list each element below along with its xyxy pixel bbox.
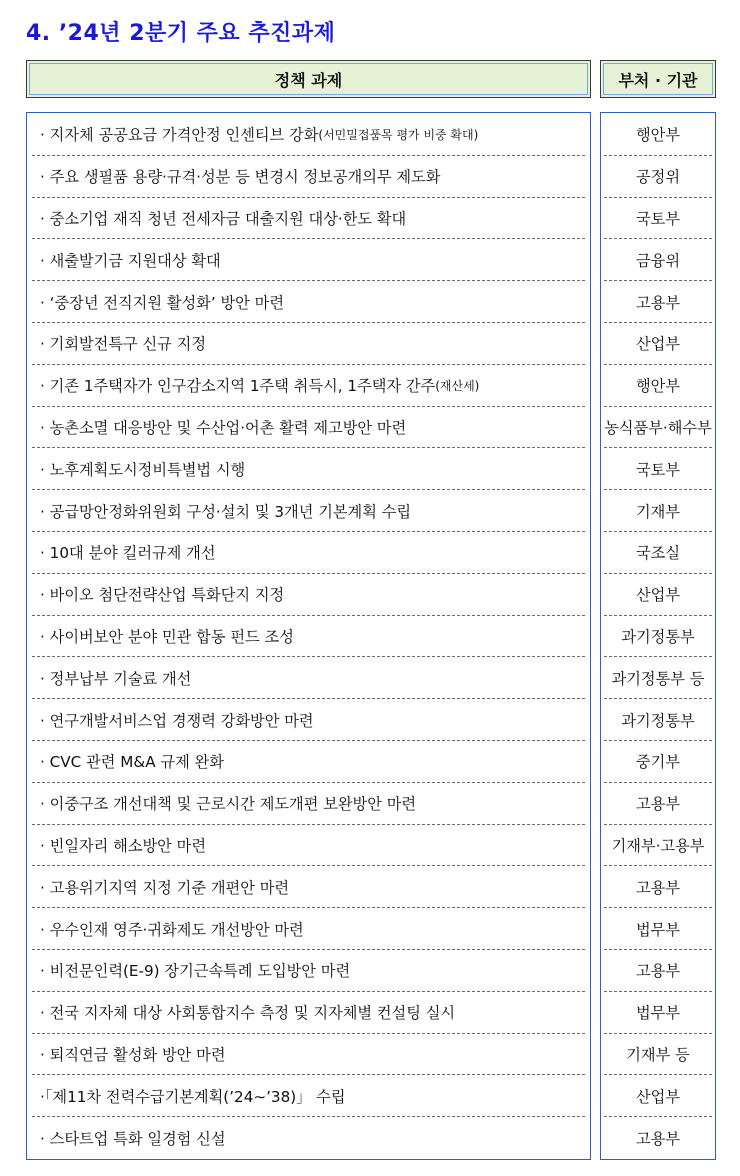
table-row bbox=[26, 825, 716, 867]
department-cell: 고용부 bbox=[635, 795, 680, 814]
table-row bbox=[26, 281, 716, 323]
policy-task-text: · 정부납부 기술료 개선 bbox=[40, 669, 192, 688]
policy-task-text: · 퇴직연금 활성화 방안 마련 bbox=[40, 1045, 226, 1064]
department-cell: 고용부 bbox=[635, 878, 680, 897]
table-row bbox=[26, 1117, 716, 1159]
policy-task-cell bbox=[40, 657, 585, 699]
table-row bbox=[26, 490, 716, 532]
table-row bbox=[26, 448, 716, 490]
policy-task-cell bbox=[40, 448, 585, 490]
table-row bbox=[26, 699, 716, 741]
table-row bbox=[26, 239, 716, 281]
policy-task-cell bbox=[40, 490, 585, 532]
department-cell: 과기정통부 bbox=[621, 627, 695, 646]
policy-task-cell bbox=[40, 532, 585, 574]
policy-task-text: · 주요 생필품 용량·규격·성분 등 변경시 정보공개의무 제도화 bbox=[40, 168, 441, 187]
policy-task-text: · 빈일자리 해소방안 마련 bbox=[40, 836, 207, 855]
department-cell: 산업부 bbox=[635, 586, 680, 605]
department-cell: 과기정통부 bbox=[621, 711, 695, 730]
policy-task-text: · 우수인재 영주·귀화제도 개선방안 마련 bbox=[40, 920, 304, 939]
policy-task-cell bbox=[40, 866, 585, 908]
table-row bbox=[26, 992, 716, 1034]
policy-task-cell bbox=[40, 239, 585, 281]
policy-task-text: · CVC 관련 M&A 규제 완화 bbox=[40, 753, 224, 772]
policy-task-cell bbox=[40, 281, 585, 323]
policy-task-text: · 바이오 첨단전략산업 특화단지 지정 bbox=[40, 586, 285, 605]
policy-task-cell bbox=[40, 741, 585, 783]
table-row bbox=[26, 156, 716, 198]
policy-task-cell bbox=[40, 908, 585, 950]
department-cell: 고용부 bbox=[635, 1129, 680, 1148]
policy-task-cell bbox=[40, 114, 585, 156]
policy-task-note: (재산세) bbox=[435, 379, 480, 394]
section-title: 4. ’24년 2분기 주요 추진과제 bbox=[26, 21, 336, 46]
department-cell: 농식품부·해수부 bbox=[604, 418, 712, 437]
table-row bbox=[26, 950, 716, 992]
policy-task-text: · 새출발기금 지원대상 확대 bbox=[40, 251, 221, 270]
policy-task-text: · 기회발전특구 신규 지정 bbox=[40, 335, 207, 354]
policy-task-cell bbox=[40, 156, 585, 198]
table-row bbox=[26, 574, 716, 616]
policy-task-cell bbox=[40, 365, 585, 407]
policy-task-cell bbox=[40, 992, 585, 1034]
department-cell: 기재부·고용부 bbox=[611, 836, 705, 855]
department-cell: 국토부 bbox=[635, 460, 680, 479]
department-cell: 국토부 bbox=[635, 209, 680, 228]
table-row bbox=[26, 407, 716, 449]
department-cell: 법무부 bbox=[635, 920, 680, 939]
table-row bbox=[26, 532, 716, 574]
table-row bbox=[26, 323, 716, 365]
policy-task-text: · 10대 분야 킬러규제 개선 bbox=[40, 544, 216, 563]
department-cell: 산업부 bbox=[635, 335, 680, 354]
policy-task-cell bbox=[40, 825, 585, 867]
policy-task-text: · 기존 1주택자가 인구감소지역 1주택 취득시, 1주택자 간주 bbox=[40, 377, 436, 396]
policy-task-text: · 비전문인력(E-9) 장기근속특례 도입방안 마련 bbox=[40, 962, 351, 981]
policy-task-cell bbox=[40, 323, 585, 365]
policy-task-text: · 노후계획도시정비특별법 시행 bbox=[40, 460, 246, 479]
policy-task-text: · 이중구조 개선대책 및 근로시간 제도개편 보완방안 마련 bbox=[40, 795, 417, 814]
department-cell: 기재부 등 bbox=[626, 1045, 690, 1064]
table-row bbox=[26, 1034, 716, 1076]
table-row bbox=[26, 365, 716, 407]
department-cell: 공정위 bbox=[635, 168, 680, 187]
table-row bbox=[26, 616, 716, 658]
policy-task-cell bbox=[40, 574, 585, 616]
policy-task-text: · 사이버보안 분야 민관 합동 펀드 조성 bbox=[40, 627, 294, 646]
policy-task-cell bbox=[40, 699, 585, 741]
policy-task-text: · 연구개발서비스업 경쟁력 강화방안 마련 bbox=[40, 711, 314, 730]
table-row bbox=[26, 198, 716, 240]
table-row bbox=[26, 657, 716, 699]
department-cell: 중기부 bbox=[635, 753, 680, 772]
table-row bbox=[26, 783, 716, 825]
policy-task-cell bbox=[40, 1075, 585, 1117]
policy-task-cell bbox=[40, 950, 585, 992]
department-cell: 고용부 bbox=[635, 962, 680, 981]
policy-task-note: (서민밀접품목 평가 비중 확대) bbox=[318, 128, 479, 143]
header-department: 부처 · 기관 bbox=[600, 60, 716, 98]
department-cell: 금융위 bbox=[635, 251, 680, 270]
policy-task-cell bbox=[40, 783, 585, 825]
table-row bbox=[26, 114, 716, 156]
department-cell: 국조실 bbox=[635, 544, 680, 563]
department-cell: 행안부 bbox=[635, 126, 680, 145]
department-cell: 법무부 bbox=[635, 1004, 680, 1023]
department-cell: 산업부 bbox=[635, 1087, 680, 1106]
policy-task-cell bbox=[40, 1034, 585, 1076]
department-cell: 기재부 bbox=[635, 502, 680, 521]
policy-task-text: · 전국 지자체 대상 사회통합지수 측정 및 지자체별 컨설팅 실시 bbox=[40, 1004, 456, 1023]
header-policy-task: 정책 과제 bbox=[26, 60, 591, 98]
policy-task-text: · 지자체 공공요금 가격안정 인센티브 강화 bbox=[40, 126, 319, 145]
policy-task-text: · 중소기업 재직 청년 전세자금 대출지원 대상·한도 확대 bbox=[40, 209, 407, 228]
table-row bbox=[26, 866, 716, 908]
table-row bbox=[26, 1075, 716, 1117]
department-cell: 행안부 bbox=[635, 377, 680, 396]
policy-task-text: · 스타트업 특화 일경험 신설 bbox=[40, 1129, 226, 1148]
table-row bbox=[26, 908, 716, 950]
policy-task-cell bbox=[40, 1117, 585, 1159]
policy-task-text: · 농촌소멸 대응방안 및 수산업·어촌 활력 제고방안 마련 bbox=[40, 418, 407, 437]
policy-task-text: · 공급망안정화위원회 구성·설치 및 3개년 기본계획 수립 bbox=[40, 502, 412, 521]
table-row bbox=[26, 741, 716, 783]
policy-task-text: · ‘중장년 전직지원 활성화’ 방안 마련 bbox=[40, 293, 285, 312]
policy-task-cell bbox=[40, 407, 585, 449]
policy-task-cell bbox=[40, 198, 585, 240]
department-cell: 과기정통부 등 bbox=[611, 669, 705, 688]
policy-task-cell bbox=[40, 616, 585, 658]
policy-task-text: ·「제11차 전력수급기본계획(’24∼’38)」 수립 bbox=[40, 1087, 346, 1106]
policy-task-text: · 고용위기지역 지정 기준 개편안 마련 bbox=[40, 878, 290, 897]
department-cell: 고용부 bbox=[635, 293, 680, 312]
